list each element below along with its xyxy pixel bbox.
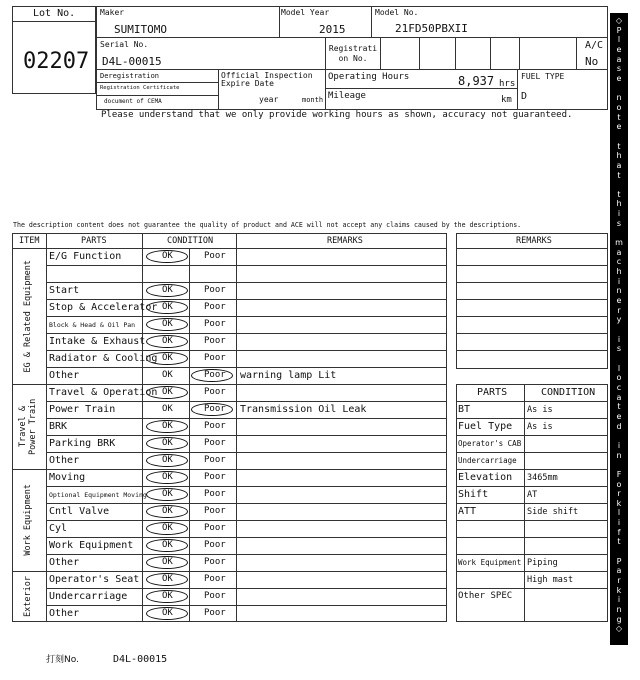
spec-row xyxy=(456,571,608,588)
table-row xyxy=(46,248,447,265)
poor-option: Poor xyxy=(204,285,226,295)
right-remarks-table xyxy=(456,233,608,369)
ok-option: OK xyxy=(162,302,173,312)
engraved-no-label: 打刻No. xyxy=(46,655,79,665)
ok-option: OK xyxy=(162,387,173,397)
poor-option: Poor xyxy=(204,472,226,482)
table-row xyxy=(46,333,447,350)
spec-row xyxy=(456,588,608,605)
ok-option: OK xyxy=(162,251,173,261)
row-remark: warning lamp Lit xyxy=(240,370,337,381)
ok-option: OK xyxy=(162,336,173,346)
ok-option: OK xyxy=(162,591,173,601)
ok-option: OK xyxy=(162,574,173,584)
ok-option: OK xyxy=(162,540,173,550)
poor-option: Poor xyxy=(204,574,226,584)
hrs-unit: hrs xyxy=(499,79,516,89)
spec-condition: Piping xyxy=(527,558,558,568)
table-row xyxy=(46,401,447,418)
row-part: Travel & Operation xyxy=(49,387,158,398)
group-label: EG & Related Equipment xyxy=(23,259,34,373)
ok-selected-mark xyxy=(146,607,188,620)
reg-cert-label: Registration Certificate xyxy=(100,85,180,91)
ok-selected-mark xyxy=(146,539,188,552)
poor-option: Poor xyxy=(204,557,226,567)
month-label: month xyxy=(302,96,324,104)
poor-selected-mark xyxy=(191,369,233,382)
ok-selected-mark xyxy=(146,335,188,348)
group-label: Exterior xyxy=(23,576,34,617)
ok-selected-mark xyxy=(146,573,188,586)
ok-selected-mark xyxy=(146,522,188,535)
ok-option: OK xyxy=(162,608,173,618)
row-part: Intake & Exhaust xyxy=(49,336,146,347)
row-part: Undercarriage xyxy=(49,591,128,602)
spec-row xyxy=(456,486,608,503)
poor-option: Poor xyxy=(204,251,226,261)
table-row xyxy=(46,452,447,469)
fuel-type-value: D xyxy=(521,91,528,102)
spec-row xyxy=(456,503,608,520)
year-label: year xyxy=(259,95,279,104)
inspection-label: Official Inspection Expire Date xyxy=(221,71,313,89)
poor-option: Poor xyxy=(204,506,226,516)
spec-condition: As is xyxy=(527,405,553,415)
model-no-value: 21FD50PBXII xyxy=(395,22,468,35)
table-row xyxy=(46,571,447,588)
row-part: Parking BRK xyxy=(49,438,116,449)
table-row xyxy=(46,537,447,554)
spec-condition-header: CONDITION xyxy=(541,387,596,398)
serial-no-label: Serial No. xyxy=(100,40,149,49)
spec-row xyxy=(456,537,608,554)
poor-option: Poor xyxy=(204,608,226,618)
ok-selected-mark xyxy=(146,590,188,603)
spec-condition: High mast xyxy=(527,575,574,585)
group-label: Work Equipment xyxy=(23,484,34,556)
ok-selected-mark xyxy=(146,318,188,331)
ok-selected-mark xyxy=(146,505,188,518)
table-row xyxy=(46,435,447,452)
table-row xyxy=(46,503,447,520)
spec-condition: Side shift xyxy=(527,507,579,517)
fuel-type-label: FUEL TYPE xyxy=(521,72,565,81)
table-row xyxy=(46,469,447,486)
header-parts: PARTS xyxy=(81,236,107,246)
ok-selected-mark xyxy=(146,250,188,263)
row-part: Block & Head & Oil Pan xyxy=(49,321,136,329)
lot-no-value: 02207 xyxy=(23,49,90,74)
ok-selected-mark xyxy=(146,301,188,314)
poor-option: Poor xyxy=(204,591,226,601)
ok-selected-mark xyxy=(146,284,188,297)
row-part: Moving xyxy=(49,472,86,483)
row-part: BRK xyxy=(49,421,68,432)
poor-option: Poor xyxy=(204,319,226,329)
row-part: Other xyxy=(49,557,80,568)
ok-option: OK xyxy=(162,506,173,516)
spec-part: Undercarriage xyxy=(458,456,517,465)
table-row xyxy=(46,384,447,401)
poor-option: Poor xyxy=(204,404,226,414)
row-part: Other xyxy=(49,608,80,619)
spec-part: ATT xyxy=(458,506,477,517)
spec-condition: As is xyxy=(527,422,553,432)
ok-option: OK xyxy=(162,319,173,329)
row-part: Work Equipment xyxy=(49,540,134,551)
row-remark: Transmission Oil Leak xyxy=(240,404,367,415)
model-year-value: 2015 xyxy=(319,23,346,36)
poor-option: Poor xyxy=(204,336,226,346)
group-label: Travel & Power Train xyxy=(18,398,38,455)
disclaimer: The description content does not guarantee the quality of product and ACE will not accept any claims caused by the descriptions. xyxy=(13,221,522,229)
header-remarks: REMARKS xyxy=(327,236,363,246)
right-remarks-header: REMARKS xyxy=(516,236,552,246)
table-row xyxy=(46,520,447,537)
spec-part: Work Equipment xyxy=(458,558,522,567)
poor-selected-mark xyxy=(191,403,233,416)
ok-selected-mark xyxy=(146,437,188,450)
row-part: Optional Equipment Moving xyxy=(49,491,147,499)
ok-selected-mark xyxy=(146,386,188,399)
spec-parts-header: PARTS xyxy=(477,387,508,398)
km-unit: km xyxy=(501,95,512,105)
spec-part: Shift xyxy=(458,489,489,500)
table-row xyxy=(46,486,447,503)
ok-option: OK xyxy=(162,353,173,363)
spec-part: Operator's CAB xyxy=(458,439,522,448)
location-notice-sidebar: ◇ P l e a s e n o t e t h a t t h i s m a c h i n e r y i s l o c a t e d i n F o r k l i f t P a r k i n g ◇ xyxy=(610,13,628,645)
poor-option: Poor xyxy=(204,353,226,363)
spec-condition: 3465mm xyxy=(527,473,558,483)
table-row xyxy=(46,418,447,435)
ok-option: OK xyxy=(162,370,173,380)
spec-row xyxy=(456,520,608,537)
spec-part: Other SPEC xyxy=(458,591,513,601)
ac-label: A/C xyxy=(585,40,604,51)
serial-no-value: D4L-00015 xyxy=(102,55,162,68)
poor-option: Poor xyxy=(204,489,226,499)
maker-label: Maker xyxy=(100,8,125,17)
poor-option: Poor xyxy=(204,540,226,550)
hours-notice: Please understand that we only provide working hours as shown, accuracy not guaranteed. xyxy=(101,110,573,120)
engraved-no-value: D4L-00015 xyxy=(113,654,168,665)
table-row xyxy=(46,367,447,384)
spec-row xyxy=(456,452,608,469)
row-part: Radiator & Cooling xyxy=(49,353,158,364)
ok-option: OK xyxy=(162,523,173,533)
lot-no-label: Lot No. xyxy=(33,8,76,19)
header-item: ITEM xyxy=(19,236,40,246)
table-row xyxy=(46,554,447,571)
table-row xyxy=(46,265,447,282)
ok-option: OK xyxy=(162,557,173,567)
spec-row xyxy=(456,554,608,571)
table-row xyxy=(46,350,447,367)
spec-row xyxy=(456,418,608,435)
spec-row xyxy=(456,401,608,418)
table-row xyxy=(46,588,447,605)
ok-option: OK xyxy=(162,421,173,431)
ok-option: OK xyxy=(162,472,173,482)
poor-option: Poor xyxy=(204,523,226,533)
row-part: Operator's Seat xyxy=(49,574,140,585)
row-part: Cyl xyxy=(49,523,68,534)
spec-condition: AT xyxy=(527,490,538,500)
maker-value: SUMITOMO xyxy=(114,23,167,36)
model-year-label: Model Year xyxy=(281,8,330,17)
ok-selected-mark xyxy=(146,471,188,484)
ok-selected-mark xyxy=(146,488,188,501)
table-row xyxy=(46,605,447,622)
ok-selected-mark xyxy=(146,352,188,365)
poor-option: Poor xyxy=(204,302,226,312)
ok-option: OK xyxy=(162,455,173,465)
mileage-label: Mileage xyxy=(328,91,366,101)
ok-selected-mark xyxy=(146,454,188,467)
operating-hours-label: Operating Hours xyxy=(328,72,410,82)
row-part: Other xyxy=(49,455,80,466)
poor-option: Poor xyxy=(204,455,226,465)
table-row xyxy=(46,316,447,333)
ac-value: No xyxy=(585,55,599,68)
poor-option: Poor xyxy=(204,387,226,397)
spec-part: Fuel Type xyxy=(458,421,513,432)
registration-label: Registrati on No. xyxy=(328,44,378,63)
cema-label: document of CEMA xyxy=(104,98,162,105)
ok-option: OK xyxy=(162,285,173,295)
table-row xyxy=(46,282,447,299)
spec-part: BT xyxy=(458,404,471,415)
poor-option: Poor xyxy=(204,370,226,380)
ok-option: OK xyxy=(162,438,173,448)
ok-selected-mark xyxy=(146,556,188,569)
ok-selected-mark xyxy=(146,420,188,433)
ok-option: OK xyxy=(162,489,173,499)
spec-row xyxy=(456,435,608,452)
row-part: Cntl Valve xyxy=(49,506,110,517)
poor-option: Poor xyxy=(204,421,226,431)
row-part: Other xyxy=(49,370,80,381)
spec-row xyxy=(456,469,608,486)
header-condition: CONDITION xyxy=(167,236,214,246)
row-part: Power Train xyxy=(49,404,116,415)
model-no-label: Model No. xyxy=(375,8,419,17)
table-row xyxy=(46,299,447,316)
row-part: Stop & Accelerator xyxy=(49,302,158,313)
ok-option: OK xyxy=(162,404,173,414)
hours-value: 8,937 xyxy=(458,74,495,88)
spec-part: Elevation xyxy=(458,472,513,483)
poor-option: Poor xyxy=(204,438,226,448)
dereg-label: Deregistration xyxy=(100,72,160,80)
row-part: Start xyxy=(49,285,80,296)
row-part: E/G Function xyxy=(49,251,122,262)
